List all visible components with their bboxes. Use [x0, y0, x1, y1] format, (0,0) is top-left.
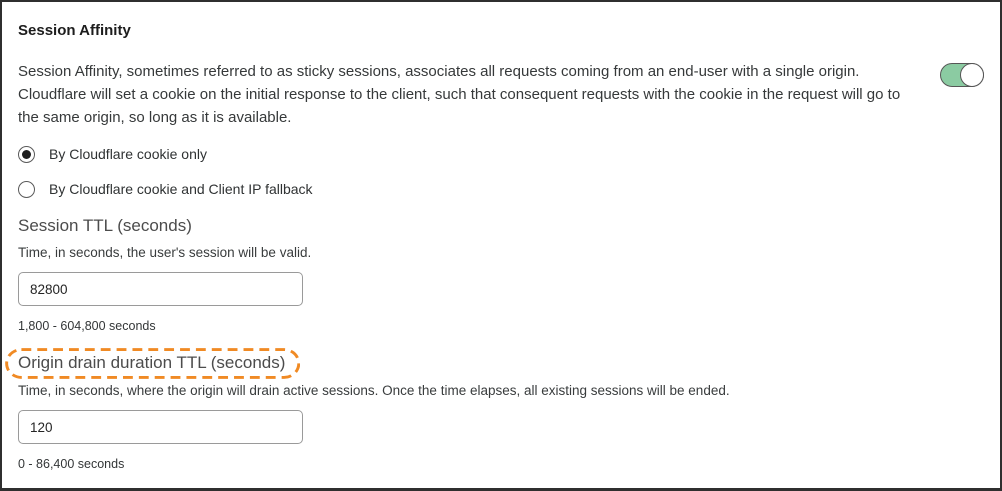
origin-drain-annotation: [5, 348, 300, 379]
origin-drain-hint: 0 - 86,400 seconds: [18, 457, 125, 471]
origin-drain-description: Time, in seconds, where the origin will drain active sessions. Once the time elapses, all existing sessions will be ended.: [18, 383, 730, 398]
origin-drain-input[interactable]: [18, 410, 303, 444]
description-row: [18, 60, 984, 129]
toggle-knob-icon: [960, 63, 984, 87]
radio-selected-icon: [18, 146, 35, 163]
session-ttl-label: Session TTL (seconds): [18, 216, 192, 235]
page-title: Session Affinity: [18, 22, 131, 39]
radio-cookie-ip-fallback[interactable]: [18, 180, 984, 198]
session-ttl-section: [18, 216, 984, 333]
radio-cookie-only-label: By Cloudflare cookie only: [49, 146, 207, 162]
session-ttl-description: Time, in seconds, the user's session will be valid.: [18, 245, 312, 260]
affinity-mode-radio-group: [18, 145, 984, 198]
session-affinity-toggle[interactable]: [940, 63, 984, 87]
session-affinity-description: Session Affinity, sometimes referred to as sticky sessions, associates all requests coming from an end-user with a single origin. Cloudflare will set a cookie on the initial response to the client, such that consequent requests with the cookie in the request will go to the same origin, so long as it is available.: [18, 63, 901, 126]
radio-unselected-icon: [18, 181, 35, 198]
origin-drain-label: Origin drain duration TTL (seconds): [18, 353, 286, 372]
radio-cookie-only[interactable]: [18, 145, 984, 163]
session-ttl-hint: 1,800 - 604,800 seconds: [18, 319, 156, 333]
origin-drain-section: [18, 348, 984, 471]
radio-cookie-ip-fallback-label: By Cloudflare cookie and Client IP fallback: [49, 181, 313, 197]
session-ttl-input[interactable]: [18, 272, 303, 306]
